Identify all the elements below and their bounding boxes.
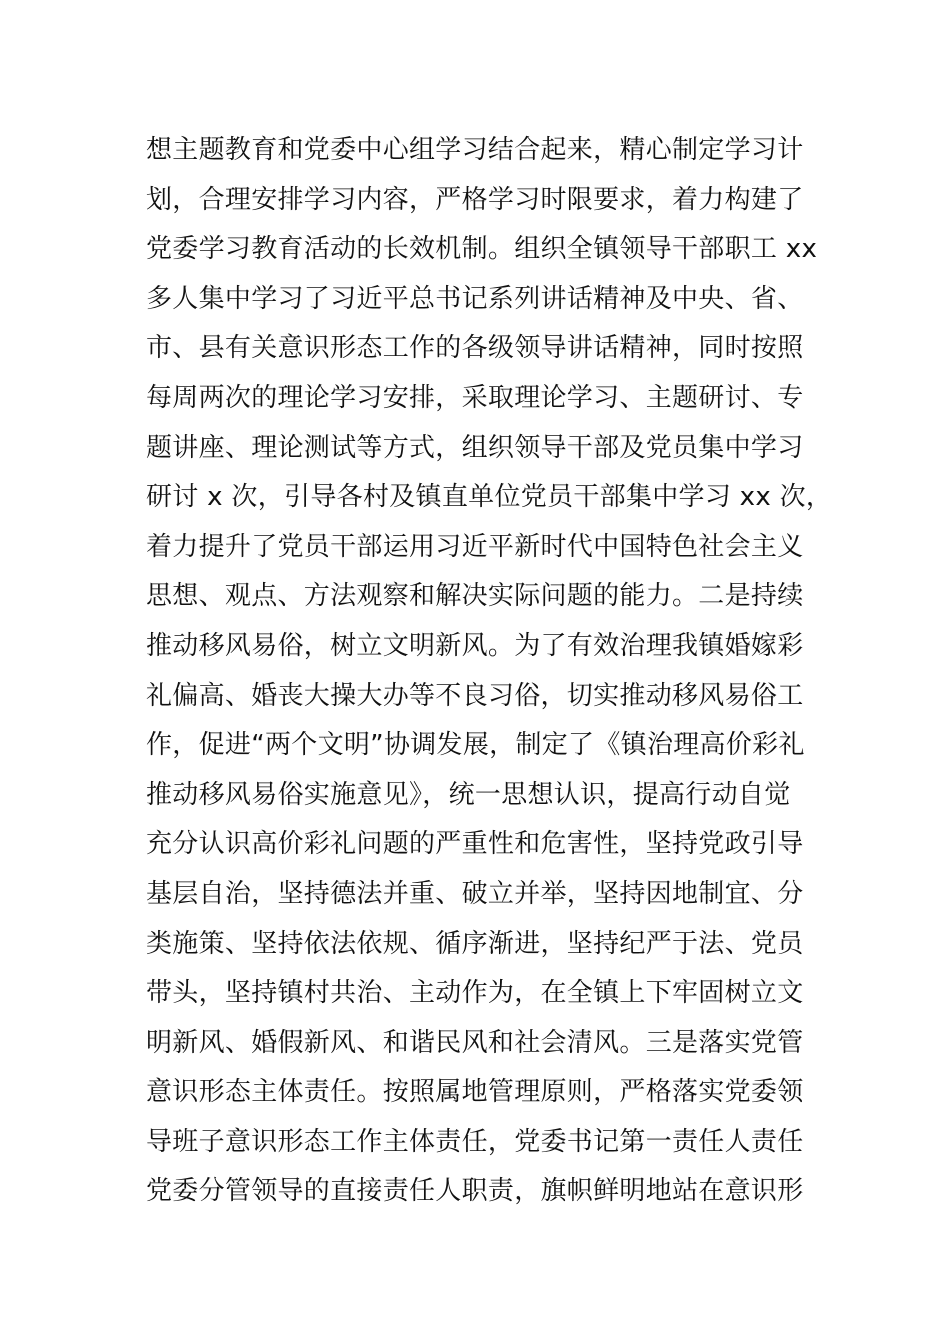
text-line: 多人集中学习了习近平总书记系列讲话精神及中央、省、 <box>146 283 804 314</box>
text-line: 充分认识高价彩礼问题的严重性和危害性，坚持党政引导 <box>146 829 804 860</box>
text-line: 党委学习教育活动的长效机制。组织全镇领导干部职工 xx <box>146 234 818 265</box>
text-line: 推动移风易俗，树立文明新风。为了有效治理我镇婚嫁彩 <box>146 630 804 661</box>
text-line: 题讲座、理论测试等方式，组织领导干部及党员集中学习 <box>146 432 804 463</box>
text-line: 着力提升了党员干部运用习近平新时代中国特色社会主义 <box>146 531 804 562</box>
text-line: 基层自治，坚持德法并重、破立并举，坚持因地制宜、分 <box>146 878 804 909</box>
text-line: 意识形态主体责任。按照属地管理原则，严格落实党委领 <box>146 1077 804 1108</box>
text-line: 思想、观点、方法观察和解决实际问题的能力。二是持续 <box>146 581 804 612</box>
text-line: 类施策、坚持依法依规、循序渐进，坚持纪严于法、党员 <box>146 928 804 959</box>
text-line: 推动移风易俗实施意见》，统一思想认识，提高行动自觉 <box>146 779 791 810</box>
body-paragraph <box>146 126 833 1217</box>
text-line: 划，合理安排学习内容，严格学习时限要求，着力构建了 <box>146 184 804 215</box>
text-line: 党委分管领导的直接责任人职责，旗帜鲜明地站在意识形 <box>146 1176 804 1207</box>
text-line: 带头，坚持镇村共治、主动作为，在全镇上下牢固树立文 <box>146 978 804 1009</box>
text-line: 市、县有关意识形态工作的各级领导讲话精神，同时按照 <box>146 333 804 364</box>
text-line: 明新风、婚假新风、和谐民风和社会清风。三是落实党管 <box>146 1027 804 1058</box>
text-line: 作，促进“两个文明”协调发展，制定了《镇治理高价彩礼 <box>146 730 805 761</box>
text-line: 研讨 x 次，引导各村及镇直单位党员干部集中学习 xx 次， <box>146 482 833 513</box>
text-line: 想主题教育和党委中心组学习结合起来，精心制定学习计 <box>146 135 804 165</box>
text-line: 导班子意识形态工作主体责任，党委书记第一责任人责任 <box>146 1126 804 1157</box>
text-line: 每周两次的理论学习安排，采取理论学习、主题研讨、专 <box>146 382 804 413</box>
text-line: 礼偏高、婚丧大操大办等不良习俗，切实推动移风易俗工 <box>146 680 804 711</box>
